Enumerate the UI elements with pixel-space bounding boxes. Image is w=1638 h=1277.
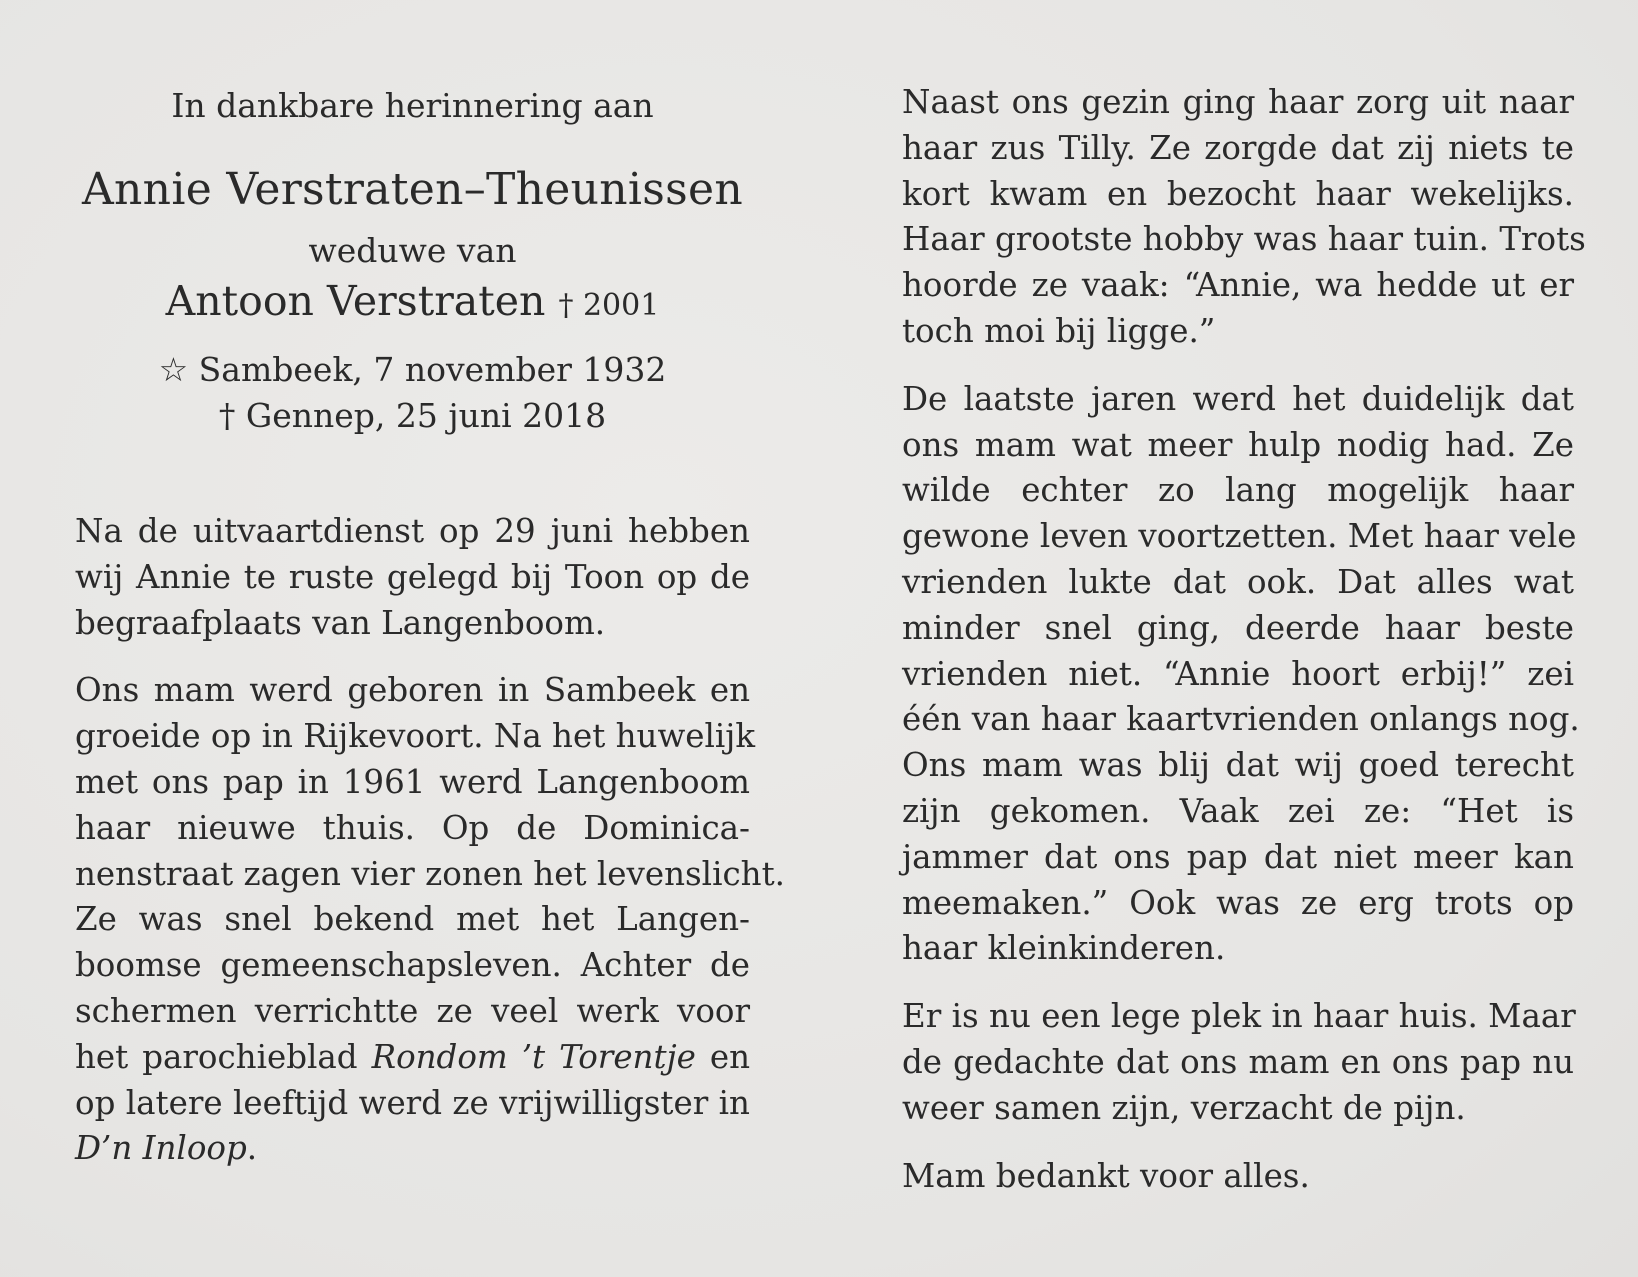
right-paragraph-3 <box>902 994 1574 1131</box>
right-paragraph-4 <box>902 1154 1574 1200</box>
text-line <box>75 1035 750 1081</box>
birth-date: ☆ Sambeek, 7 november 1932 <box>158 350 667 389</box>
text-line: toch moi bij ligge.” <box>902 311 1216 350</box>
text-line: vrienden niet. “Annie hoort erbij!” zei <box>902 654 1574 693</box>
text-fragment: het parochieblad <box>75 1037 372 1076</box>
left-column <box>75 80 785 1194</box>
left-paragraph-1 <box>75 509 750 646</box>
text-fragment: en <box>695 1037 751 1076</box>
text-line: Ons mam was blij dat wij goed terecht <box>902 746 1574 785</box>
spouse-death-year: † 2001 <box>558 288 660 323</box>
text-line: één van haar kaartvrienden onlangs nog. <box>902 700 1580 739</box>
publication-title: Rondom ’t Torentje <box>371 1037 696 1076</box>
text-line: wij Annie te ruste gelegd bij Toon op de <box>75 557 750 596</box>
text-line: boomse gemeenschapsleven. Achter de <box>75 946 750 985</box>
spouse-name: Antoon Verstraten <box>165 277 546 325</box>
text-line: de gedachte dat ons mam en ons pap nu <box>902 1042 1574 1081</box>
life-dates <box>75 347 750 439</box>
text-line: jammer dat ons pap dat niet meer kan <box>902 837 1574 876</box>
text-line: De laatste jaren werd het duidelijk dat <box>902 379 1574 418</box>
text-fragment: . <box>246 1129 258 1168</box>
text-line: vrienden lukte dat ook. Dat alles wat <box>902 562 1574 601</box>
text-line: weer samen zijn, verzacht de pijn. <box>902 1088 1466 1127</box>
text-line: ons mam wat meer hulp nodig had. Ze <box>902 425 1574 464</box>
text-line: hoorde ze vaak: “Annie, wa hedde ut er <box>902 266 1574 305</box>
text-line: zijn gekomen. Vaak zei ze: “Het is <box>902 791 1574 830</box>
text-line: Ze was snel bekend met het Langen- <box>75 900 750 939</box>
intro-text: In dankbare herinnering aan <box>171 86 654 125</box>
text-line: Ons mam werd geboren in Sambeek en <box>75 671 750 710</box>
text-line: haar zus Tilly. Ze zorgde dat zij niets te <box>902 128 1574 167</box>
text-line: begraafplaats van Langenboom. <box>75 603 606 642</box>
text-line: kort kwam en bezocht haar wekelijks. <box>902 174 1574 213</box>
widow-of-text: weduwe van <box>308 231 517 270</box>
text-line: nenstraat zagen vier zonen het levenslicht. <box>75 854 785 893</box>
text-line: schermen verrichtte ze veel werk voor <box>75 991 750 1030</box>
right-paragraph-1 <box>902 80 1586 355</box>
right-paragraph-2 <box>902 377 1580 972</box>
text-line: groeide op in Rijkevoort. Na het huwelijk <box>75 717 756 756</box>
text-line: haar nieuwe thuis. Op de Dominica- <box>75 808 750 847</box>
right-column <box>902 80 1586 1221</box>
text-line: Mam bedankt voor alles. <box>902 1156 1310 1195</box>
deceased-name: Annie Verstraten–Theunissen <box>81 164 744 215</box>
text-line: gewone leven voortzetten. Met haar vele <box>902 517 1577 556</box>
text-line <box>75 1126 750 1172</box>
spouse-line <box>75 274 750 333</box>
text-line: haar kleinkinderen. <box>902 929 1226 968</box>
text-line: met ons pap in 1961 werd Langenboom <box>75 762 750 801</box>
text-line: Haar grootste hobby was haar tuin. Trots <box>902 220 1586 259</box>
venue-name: D’n Inloop <box>75 1129 247 1168</box>
left-paragraph-2 <box>75 668 785 1172</box>
text-line: op latere leeftijd werd ze vrijwilligster in <box>75 1083 750 1122</box>
left-body <box>75 509 785 1172</box>
card-header <box>75 80 750 439</box>
text-line: Er is nu een lege plek in haar huis. Maar <box>902 997 1576 1036</box>
text-line: Naast ons gezin ging haar zorg uit naar <box>902 83 1574 121</box>
text-line: minder snel ging, deerde haar beste <box>902 608 1574 647</box>
text-line: meemaken.” Ook was ze erg trots op <box>902 883 1574 922</box>
text-line: Na de uitvaartdienst op 29 juni hebben <box>75 512 750 550</box>
text-line: wilde echter zo lang mogelijk haar <box>902 471 1574 510</box>
death-date: † Gennep, 25 juni 2018 <box>218 396 607 435</box>
